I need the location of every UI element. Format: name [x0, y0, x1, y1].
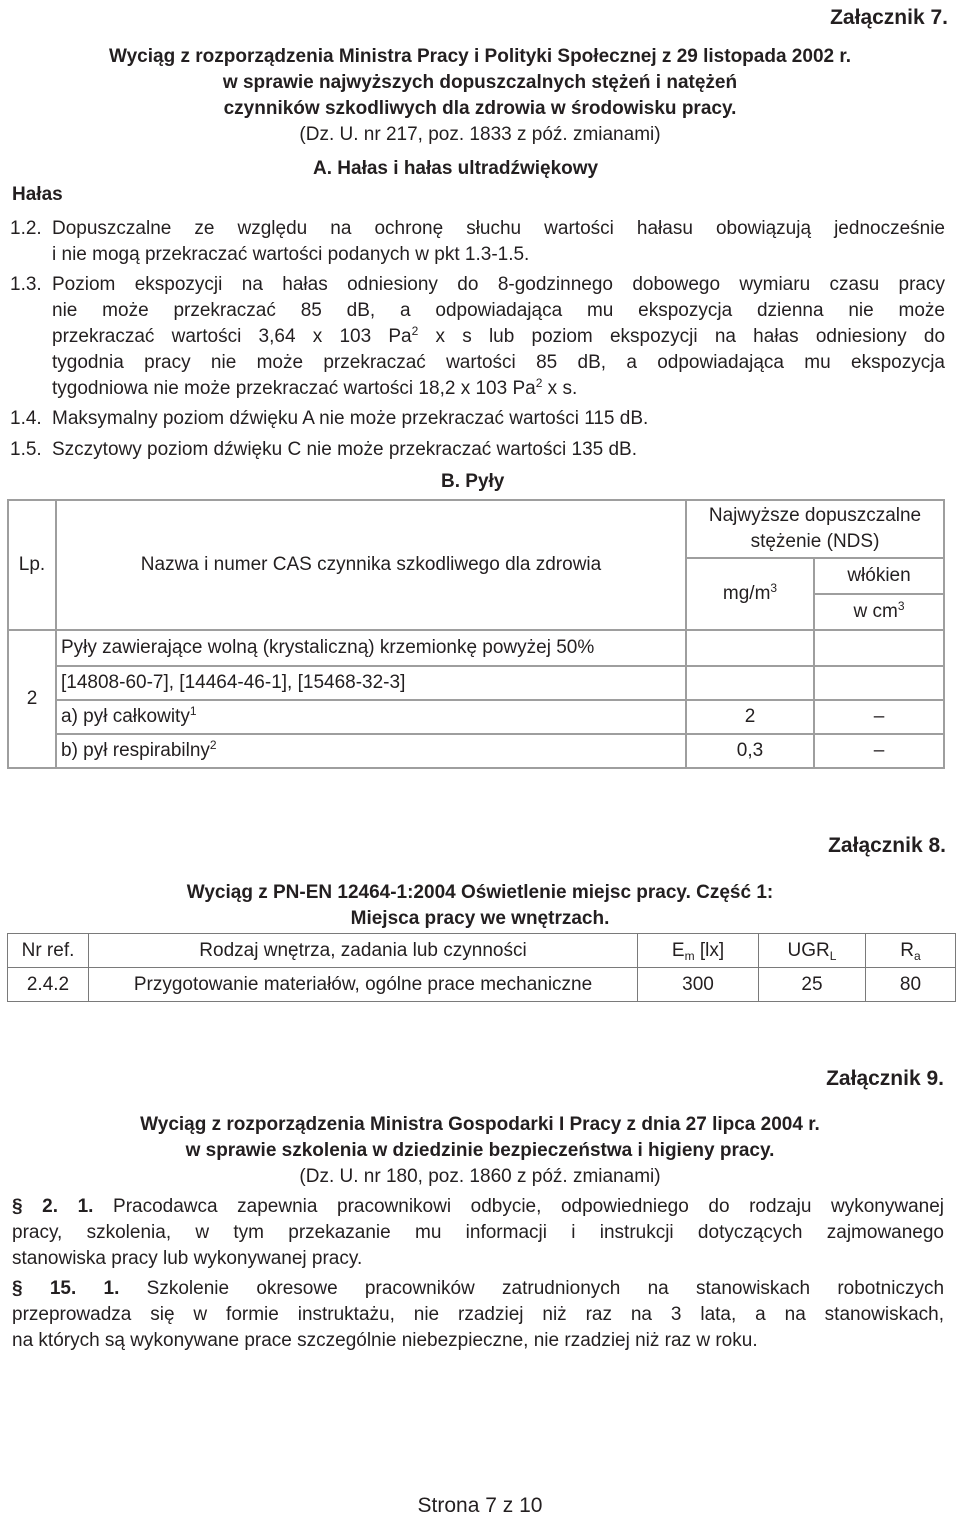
cell-em: 300 [638, 968, 759, 1002]
paragraph-number: § 15. 1. [12, 1278, 120, 1299]
text-line: stanowiska pracy lub wykonywanej pracy. [12, 1248, 363, 1269]
paragraph-number: 1.4. [10, 408, 42, 429]
text-fragment: x s lub poziom ekspozycji na hałas odniesiony do [435, 326, 946, 347]
header-ugr-symbol: UGR [787, 939, 830, 961]
row-respirable-dust [56, 734, 686, 768]
text-line [12, 1276, 944, 1302]
superscript: 2 [209, 738, 217, 752]
text-line [12, 1194, 944, 1220]
text-line: Dopuszczalne ze względu na ochronę słuchu wartości hałasu obowiązują jednocześnie [52, 218, 945, 239]
annex-9-label: Załącznik 9. [826, 1067, 944, 1090]
text-line: pracy, szkolenia, w tym przekazanie mu informacji i instrukcji dotyczących zajmowanego [12, 1222, 944, 1243]
row-label: b) pył respirabilny [61, 740, 210, 761]
header-fibers-label: włókien [815, 559, 943, 595]
annex-9-citation: (Dz. U. nr 180, poz. 1860 z póź. zmianami) [299, 1166, 661, 1187]
header-ugr [759, 934, 866, 968]
subscript: a [914, 948, 921, 963]
annex-9-header [0, 1112, 960, 1190]
row-lp: 2 [8, 630, 56, 768]
dust-nds-table [7, 499, 945, 769]
header-ref: Nr ref. [8, 934, 89, 968]
cell-empty [686, 630, 814, 666]
text-line: i nie mogą przekraczać wartości podanych w pkt 1.3-1.5. [52, 244, 530, 265]
text-line: Szczytowy poziom dźwięku C nie może przekraczać wartości 135 dB. [52, 439, 638, 460]
header-em [638, 934, 759, 968]
annex-8-header-line: Wyciąg z PN-EN 12464-1:2004 Oświetlenie miejsc pracy. Część 1: [186, 882, 774, 903]
header-nds: Najwyższe dopuszczalne stężenie (NDS) [686, 500, 944, 558]
annex-7-label: Załącznik 7. [830, 6, 948, 29]
header-type: Rodzaj wnętrza, zadania lub czynności [89, 934, 638, 968]
section-b-heading: B. Pyły [441, 471, 505, 492]
paragraph-1-4 [10, 406, 945, 432]
cell-empty [686, 666, 814, 700]
lighting-table [7, 933, 956, 1002]
text-fragment: x s. [547, 378, 578, 399]
text-fragment: tygodniowa nie może przekraczać wartości 18,2 x 103 Pa [52, 378, 536, 399]
header-em-symbol: E [671, 939, 685, 961]
text-line: Maksymalny poziom dźwięku A nie może przekraczać wartości 115 dB. [52, 408, 649, 429]
superscript: 2 [535, 376, 543, 390]
annex-7-header-line: czynników szkodliwych dla zdrowia w środowisku pracy. [223, 98, 737, 119]
row-label: a) pył całkowity [61, 706, 190, 727]
text-line: tygodnia pracy nie może przekraczać wartości 85 dB, a odpowiadająca mu ekspozycja [52, 352, 945, 373]
text-line [52, 324, 945, 350]
paragraph-number: 1.3. [10, 274, 42, 295]
annex-7-citation: (Dz. U. nr 217, poz. 1833 z póź. zmianami) [299, 124, 661, 145]
superscript: 3 [770, 581, 778, 595]
subscript: m [684, 948, 695, 963]
annex-8-label: Załącznik 8. [828, 834, 946, 857]
text-fragment: Szkolenie okresowe pracowników zatrudnionych na stanowiskach robotniczych [146, 1278, 945, 1299]
header-em-unit: [lx] [694, 939, 725, 961]
page-footer: Strona 7 z 10 [417, 1494, 543, 1517]
cell-ra: 80 [866, 968, 956, 1002]
paragraph-1-2 [10, 216, 945, 268]
header-lp: Lp. [8, 500, 56, 630]
annex-9-header-line: w sprawie szkolenia w dziedzinie bezpieczeństwa i higieny pracy. [185, 1140, 775, 1161]
subheading-halas: Hałas [12, 184, 63, 205]
annex-7-header-line: Wyciąg z rozporządzenia Ministra Pracy i Polityki Społecznej z 29 listopada 2002 r. [109, 46, 851, 67]
superscript: 3 [897, 599, 905, 613]
paragraph-1-5 [10, 437, 945, 463]
text-line: przeprowadza się w formie instruktażu, nie rzadziej niż raz na 3 lata, a na stanowiskach, [12, 1304, 944, 1325]
row-total-dust [56, 700, 686, 734]
superscript: 1 [189, 704, 197, 718]
text-line: na których są wykonywane prace szczególnie niebezpieczne, nie rzadziej niż raz w roku. [12, 1330, 758, 1351]
annex-7-header [0, 44, 960, 148]
subscript: L [829, 948, 837, 963]
paragraph-15-1 [12, 1276, 944, 1354]
text-line [52, 376, 945, 402]
value-fibers: – [814, 700, 944, 734]
row-cas: [14808-60-7], [14464-46-1], [15468-32-3] [56, 666, 686, 700]
header-ra-symbol: R [900, 939, 915, 961]
annex-7-header-line: w sprawie najwyższych dopuszczalnych stężeń i natężeń [222, 72, 738, 93]
superscript: 2 [411, 324, 419, 338]
cell-ugr: 25 [759, 968, 866, 1002]
paragraph-number: § 2. 1. [12, 1196, 94, 1217]
header-mg [686, 558, 814, 630]
header-fibers [814, 558, 944, 630]
section-a-heading: A. Hałas i hałas ultradźwiękowy [313, 158, 599, 179]
text-line: nie może przekraczać 85 dB, a odpowiadająca mu ekspozycja dzienna nie może [52, 300, 945, 321]
row-title: Pyły zawierające wolną (krystaliczną) krzemionkę powyżej 50% [56, 630, 686, 666]
header-name: Nazwa i numer CAS czynnika szkodliwego dla zdrowia [56, 500, 686, 630]
paragraph-1-3 [10, 272, 945, 402]
paragraph-number: 1.2. [10, 218, 42, 239]
cell-empty [814, 666, 944, 700]
paragraph-number: 1.5. [10, 439, 42, 460]
header-ra [866, 934, 956, 968]
header-mg-text: mg/m [722, 583, 771, 604]
value-mg: 2 [686, 700, 814, 734]
header-cm-text: w cm [853, 601, 898, 622]
value-mg: 0,3 [686, 734, 814, 768]
header-cm [815, 595, 943, 629]
text-fragment: Pracodawca zapewnia pracownikowi odbycie, odpowiedniego do rodzaju wykonywanej [113, 1196, 944, 1217]
annex-9-header-line: Wyciąg z rozporządzenia Ministra Gospodarki I Pracy z dnia 27 lipca 2004 r. [140, 1114, 820, 1135]
annex-8-header-line: Miejsca pracy we wnętrzach. [350, 908, 610, 929]
annex-8-header [0, 880, 960, 932]
value-fibers: – [814, 734, 944, 768]
cell-empty [814, 630, 944, 666]
paragraph-2-1 [12, 1194, 944, 1272]
cell-type: Przygotowanie materiałów, ogólne prace mechaniczne [89, 968, 638, 1002]
cell-ref: 2.4.2 [8, 968, 89, 1002]
text-fragment: przekraczać wartości 3,64 x 103 Pa [52, 326, 412, 347]
text-line: Poziom ekspozycji na hałas odniesiony do 8-godzinnego dobowego wymiaru czasu pracy [52, 274, 945, 295]
